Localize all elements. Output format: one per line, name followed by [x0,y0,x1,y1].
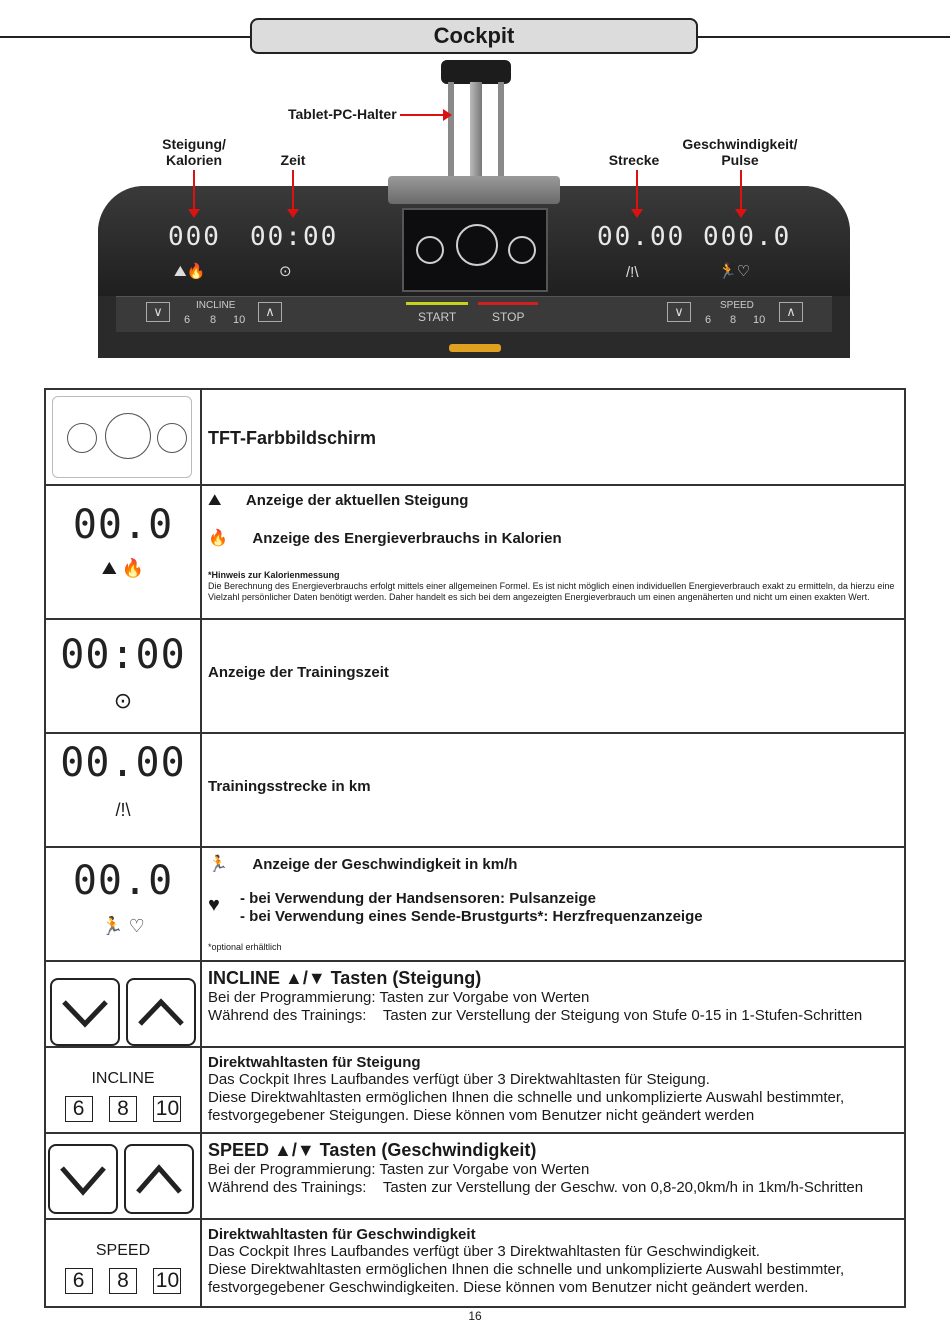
incline-direct-label: INCLINE [91,1070,155,1087]
table-row [46,962,904,1048]
page-number: 16 [468,1309,482,1323]
label-tablet-holder: Tablet-PC-Halter [288,106,397,122]
incline-icon: ⛰︎ [208,492,222,509]
incline-lcd: 00.0 [72,502,174,548]
speed-keys-title: SPEED ▲/▼ Tasten (Geschwindigkeit) [208,1140,537,1160]
speed-line-2: - bei Verwendung der Handsensoren: Pulsanzeige [240,890,596,907]
label-speed-pulse: Geschwindigkeit/ Pulse [682,136,798,168]
clock-icon: ⊙ [279,263,292,280]
speed-line-3: - bei Verwendung eines Sende-Brustgurts*: Herzfrequenzanzeige [240,908,703,925]
chevron-up-icon [128,980,194,1044]
speed-preset-1[interactable]: 6 [705,314,712,326]
header-rule-right [696,36,950,38]
incline-direct-title: Direktwahltasten für Steigung [208,1054,421,1071]
status-light [449,344,501,352]
start-button[interactable]: START [418,310,457,324]
road-icon: /!\ [115,800,131,820]
stop-button[interactable]: STOP [492,310,525,324]
table-row [46,1134,904,1220]
distance-text: Trainingsstrecke in km [208,778,371,795]
incline-preset-6[interactable]: 6 [65,1096,93,1122]
incline-down-key[interactable] [50,978,120,1046]
incline-keys-row-1: Bei der Programmierung: Tasten zur Vorgabe von Werten [208,989,590,1006]
incline-keys-title: INCLINE ▲/▼ Tasten (Steigung) [208,968,482,988]
tablet-holder-rods [448,82,504,178]
display-speed: 000.0 [703,222,792,252]
incline-direct-line-1: Das Cockpit Ihres Laufbandes verfügt über 3 Direktwahltasten für Steigung. [208,1071,710,1088]
speed-keys-row-1: Bei der Programmierung: Tasten zur Vorgabe von Werten [208,1161,590,1178]
tft-title: TFT-Farbbildschirm [208,428,377,448]
arrow-time [292,170,294,210]
label-incline-calories: Steigung/ Kalorien [162,136,226,168]
incline-preset-10[interactable]: 10 [153,1096,181,1122]
speed-control-label: SPEED [720,300,754,311]
distance-lcd: 00.00 [60,740,186,786]
speed-direct-line-3: festvorgegebener Geschwindigkeiten. Diese können vom Benutzer nicht geändert werden. [208,1279,809,1296]
page-title: Cockpit [250,18,698,54]
calorie-note-title: *Hinweis zur Kalorienmessung [208,570,340,580]
speed-direct-line-1: Das Cockpit Ihres Laufbandes verfügt über 3 Direktwahltasten für Geschwindigkeit. [208,1243,760,1260]
incline-line-2: 🔥 Anzeige des Energieverbrauchs in Kalorien [208,530,562,547]
display-time: 00:00 [250,222,339,252]
speed-preset-6[interactable]: 6 [65,1268,93,1294]
table-row [46,848,904,962]
speed-preset-3[interactable]: 10 [753,314,766,326]
speed-direct-label: SPEED [95,1242,151,1259]
chevron-down-icon [50,1146,116,1212]
incline-up-button[interactable]: ∧ [258,302,282,322]
display-incline: 000 [168,222,221,252]
incline-down-button[interactable]: ∨ [146,302,170,322]
speed-direct-title: Direktwahltasten für Geschwindigkeit [208,1226,476,1243]
speed-keys-row-2: Während des Trainings: Tasten zur Verstellung der Geschw. von 0,8-20,0km/h in 1km/h-Schritten [208,1179,864,1196]
table-row [46,734,904,848]
heart-icon: ♥ [208,894,220,916]
speed-down-button[interactable]: ∨ [667,302,691,322]
incline-up-key[interactable] [126,978,196,1046]
speed-preset-2[interactable]: 8 [730,314,737,326]
label-time: Zeit [280,152,306,168]
start-indicator [406,302,468,305]
speed-preset-8[interactable]: 8 [109,1268,137,1294]
speed-up-button[interactable]: ∧ [779,302,803,322]
speed-direct-line-2: Diese Direktwahltasten ermöglichen Ihnen die schnelle und unkomplizierte Auswahl bestimmter, [208,1261,845,1278]
speed-up-key[interactable] [124,1144,194,1214]
speed-down-key[interactable] [48,1144,118,1214]
calorie-note-body: Die Berechnung des Energieverbrauchs erfolgt mittels einer allgemeinen Formel. Es ist nicht möglich einen individuellen Energieverbrauch exakt zu ermitteln, da hierzu eine Vielzahl persönlicher Daten benötigt werden. Daher handelt es sich bei dem angezeigten Energieverbrauch um einen angenäherten und nicht um einen exakten Wert. [208,581,895,602]
calorie-icon: 🔥 [208,530,228,547]
incline-preset-3[interactable]: 10 [233,314,246,326]
incline-preset-8[interactable]: 8 [109,1096,137,1122]
incline-line-1: ⛰︎ Anzeige der aktuellen Steigung [208,492,469,509]
arrow-incline [193,170,195,210]
label-distance: Strecke [608,152,660,168]
incline-icon: ⛰︎🔥 [174,263,206,280]
incline-direct-line-3: festvorgegebener Steigungen. Diese können vom Benutzer nicht geändert werden [208,1107,755,1124]
speed-footnote: *optional erhältlich [208,942,282,952]
arrow-tablet-holder [400,114,444,116]
time-lcd: 00:00 [60,632,186,678]
runner-icon: 🏃 [208,856,228,873]
table-row [46,1048,904,1134]
incline-preset-1[interactable]: 6 [184,314,191,326]
chevron-down-icon [52,980,118,1044]
stop-indicator [478,302,538,305]
table-row [46,1220,904,1306]
tablet-holder-base [388,176,560,204]
runner-heart-icon: 🏃 ♡ [101,916,145,936]
table-row [46,620,904,734]
clock-icon: ⊙ [113,688,133,713]
features-table [44,388,906,1308]
display-distance: 00.00 [597,222,686,252]
incline-control-label: INCLINE [196,300,236,311]
incline-flame-icon: ⛰︎ 🔥 [101,558,145,578]
arrow-distance [636,170,638,210]
road-icon: /!\ [626,264,639,281]
speed-line-1: 🏃 Anzeige der Geschwindigkeit in km/h [208,856,518,873]
table-row [46,390,904,486]
arrow-speed [740,170,742,210]
speed-preset-10[interactable]: 10 [153,1268,181,1294]
tft-thumbnail [52,396,192,478]
table-row [46,486,904,620]
speed-lcd: 00.0 [72,858,174,904]
runner-heart-icon: 🏃♡ [718,263,751,280]
tft-screen [402,208,548,292]
incline-keys-row-2: Während des Trainings: Tasten zur Verstellung der Steigung von Stufe 0-15 in 1-Stufen-Schritten [208,1007,863,1024]
incline-preset-2[interactable]: 8 [210,314,217,326]
time-text: Anzeige der Trainingszeit [208,664,389,681]
tablet-holder-clamp [441,60,511,84]
header-rule-left [0,36,252,38]
incline-direct-line-2: Diese Direktwahltasten ermöglichen Ihnen die schnelle und unkomplizierte Auswahl bestimmter, [208,1089,845,1106]
chevron-up-icon [126,1146,192,1212]
